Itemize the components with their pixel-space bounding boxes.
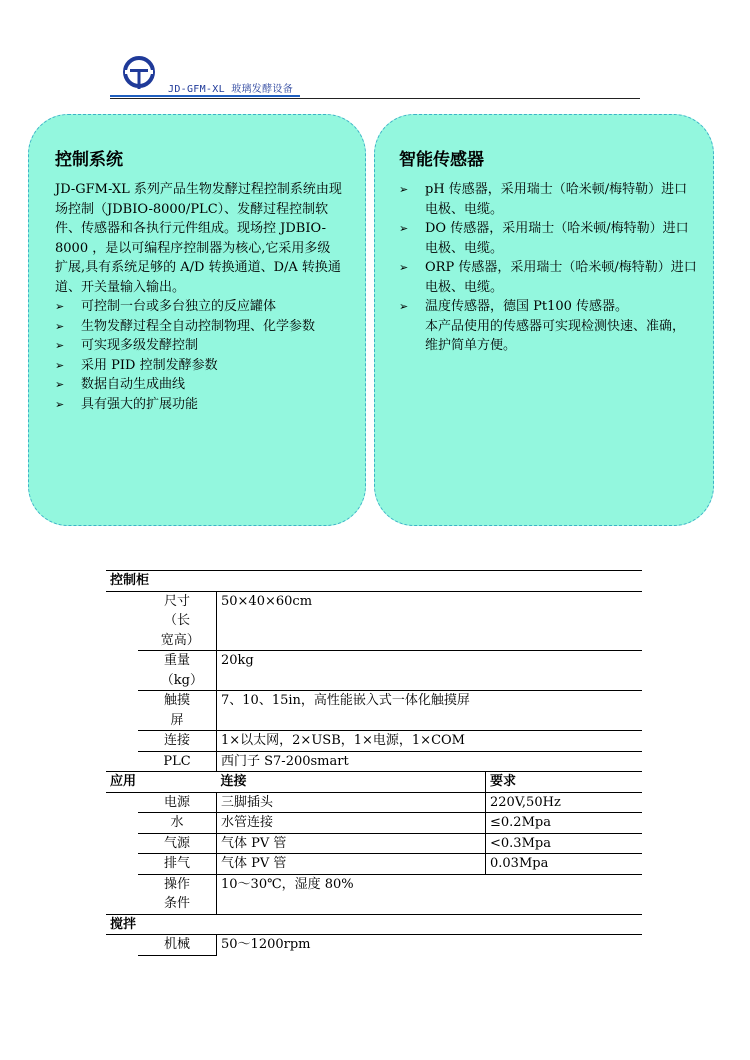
row-label: 电源 xyxy=(138,792,217,813)
row-label: PLC xyxy=(138,751,217,772)
arrow-bullet-icon: ➢ xyxy=(55,319,65,333)
list-item: ➢ DO 传感器，采用瑞士（哈米顿/梅特勒）进口电极、电缆。 xyxy=(399,221,689,256)
list-item: ➢ pH 传感器，采用瑞士（哈米顿/梅特勒）进口电极、电缆。 xyxy=(399,182,688,217)
table-row xyxy=(106,854,642,875)
section-header-application: 应用 连接 要求 xyxy=(106,772,642,793)
feature-list xyxy=(55,297,343,414)
row-requirement: <0.3Mpa xyxy=(486,833,643,854)
column-header-requirement: 要求 xyxy=(486,772,643,793)
column-header-connection: 连接 xyxy=(217,772,486,793)
arrow-bullet-icon: ➢ xyxy=(55,339,65,352)
arrow-bullet-icon: ➢ xyxy=(399,261,409,274)
company-logo-icon xyxy=(122,56,156,90)
table-row xyxy=(106,731,642,752)
list-item: ➢ 可控制一台或多台独立的反应罐体 xyxy=(55,297,343,317)
arrow-bullet-icon: ➢ xyxy=(399,183,409,196)
list-item: ➢ 温度传感器，德国 Pt100 传感器。 xyxy=(399,297,697,317)
row-value: 50×40×60cm xyxy=(217,591,643,651)
list-item: ➢ 生物发酵过程全自动控制物理、化学参数 xyxy=(55,317,343,337)
row-label: 机械 xyxy=(138,935,217,956)
row-requirement: ≤0.2Mpa xyxy=(486,813,643,834)
arrow-bullet-icon: ➢ xyxy=(399,222,409,235)
row-label: 重量（kg） xyxy=(160,653,203,688)
row-label: 连接 xyxy=(138,731,217,752)
sensor-note: 本产品使用的传感器可实现检测快速、准确，维护简单方便。 xyxy=(425,318,686,353)
smart-sensor-panel xyxy=(374,114,714,526)
arrow-bullet-icon: ➢ xyxy=(55,358,65,372)
section-header-cabinet: 控制柜 xyxy=(106,571,642,592)
row-label: 尺寸（长宽高） xyxy=(160,593,200,648)
row-value: 西门子 S7-200smart xyxy=(217,751,643,772)
table-row xyxy=(106,691,642,731)
table-row xyxy=(106,591,642,651)
section-header-stirring: 搅拌 xyxy=(106,914,642,935)
row-label: 操作条件 xyxy=(163,876,190,911)
row-value: 1×以太网，2×USB，1×电源，1×COM xyxy=(217,731,643,752)
panel-title: 控制系统 xyxy=(55,150,123,170)
table-row xyxy=(106,792,642,813)
panel-title: 智能传感器 xyxy=(399,150,484,170)
header-accent-rule xyxy=(110,95,300,97)
row-label: 气源 xyxy=(138,833,217,854)
row-requirement: 220V,50Hz xyxy=(486,792,643,813)
row-connection: 水管连接 xyxy=(217,813,486,834)
page-header xyxy=(110,52,640,100)
table-row xyxy=(106,874,642,914)
arrow-bullet-icon: ➢ xyxy=(399,300,409,313)
row-label: 触摸屏 xyxy=(163,693,190,728)
list-item: ➢ 可实现多级发酵控制 xyxy=(55,336,343,356)
arrow-bullet-icon: ➢ xyxy=(55,300,65,313)
list-item: ➢ ORP 传感器，采用瑞士（哈米顿/梅特勒）进口电极、电缆。 xyxy=(399,260,697,295)
table-row xyxy=(106,651,642,691)
table-row xyxy=(106,833,642,854)
table-row xyxy=(106,813,642,834)
panel-intro: JD-GFM-XL 系列产品生物发酵过程控制系统由现场控制（JDBIO-8000/PLC）、发酵过程控制软件、传感器和各执行元件组成。现场控 JDBIO-8000 ，是以可编程序控制器为核心,它采用多级扩展,具有系统足够的 A/D 转换通道、D/A 转换通道、开关量输入输出。 xyxy=(55,182,342,295)
row-value: 20kg xyxy=(217,651,643,691)
list-item: ➢ 具有强大的扩展功能 xyxy=(55,395,343,415)
table-row xyxy=(106,751,642,772)
arrow-bullet-icon: ➢ xyxy=(55,378,65,391)
sensor-list xyxy=(399,180,697,317)
row-label: 水 xyxy=(138,813,217,834)
document-title: JD-GFM-XL 玻璃发酵设备 xyxy=(168,84,294,95)
spec-table xyxy=(106,570,642,956)
row-requirement: 0.03Mpa xyxy=(486,854,643,875)
row-connection: 三脚插头 xyxy=(217,792,486,813)
row-connection: 气体 PV 管 xyxy=(217,833,486,854)
list-item: ➢ 数据自动生成曲线 xyxy=(55,375,343,395)
table-row xyxy=(106,935,642,956)
header-rule xyxy=(110,98,640,99)
row-value: 50～1200rpm xyxy=(221,937,311,952)
row-value: 7、10、15in，高性能嵌入式一体化触摸屏 xyxy=(217,691,643,731)
row-connection: 气体 PV 管 xyxy=(217,854,486,875)
control-system-panel xyxy=(28,114,366,526)
row-label: 排气 xyxy=(138,854,217,875)
list-item: ➢ 采用 PID 控制发酵参数 xyxy=(55,356,343,376)
row-connection: 10～30℃，湿度 80% xyxy=(217,874,643,914)
arrow-bullet-icon: ➢ xyxy=(55,397,65,411)
